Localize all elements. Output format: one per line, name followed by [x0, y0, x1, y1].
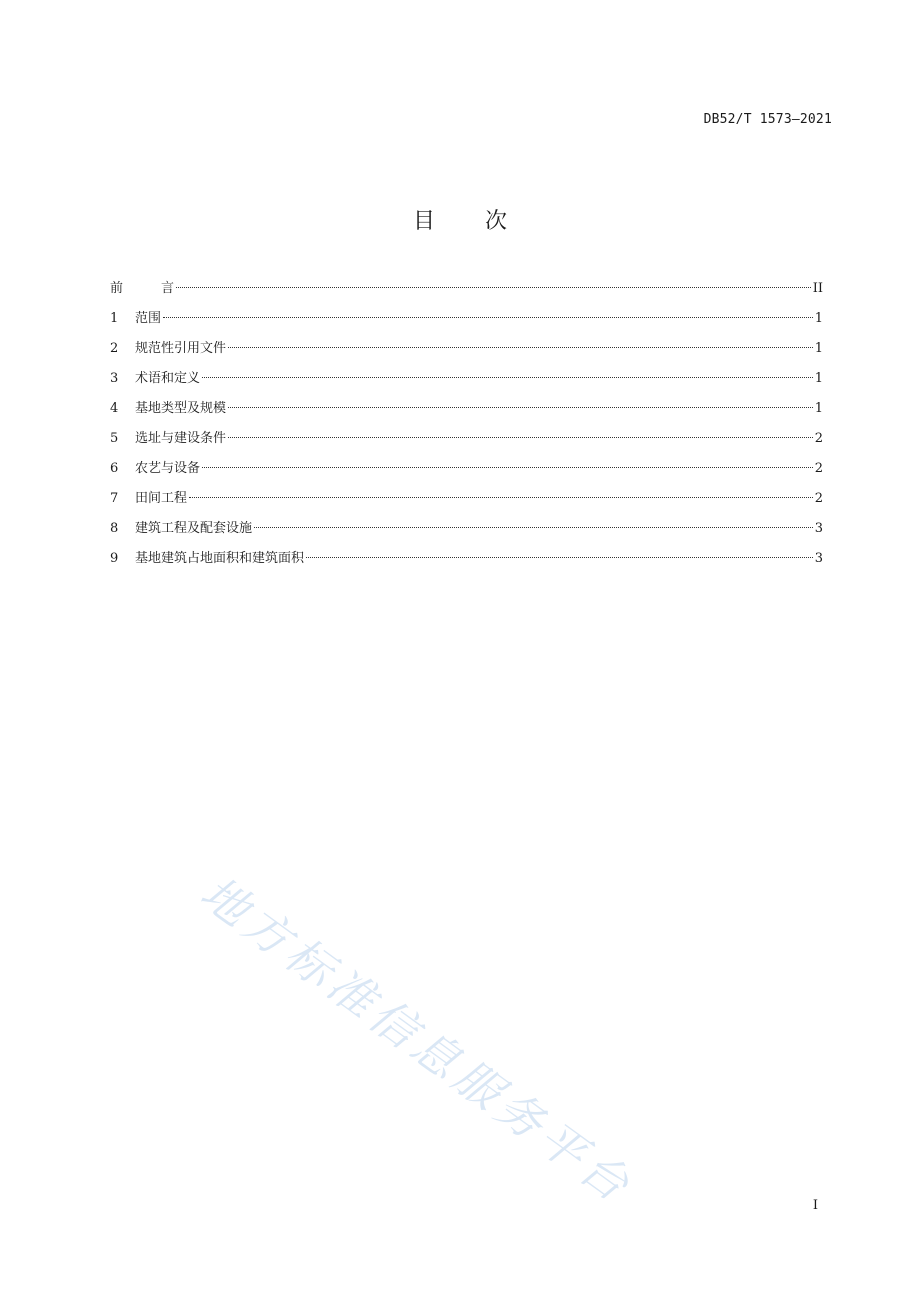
toc-entry-page: 3	[814, 521, 823, 536]
toc-entry-label: 农艺与设备	[135, 461, 201, 476]
toc-entry[interactable]	[110, 308, 823, 338]
dot-leader	[228, 437, 813, 438]
dot-leader	[228, 347, 813, 348]
toc-entry-label: 术语和定义	[135, 371, 201, 386]
toc-entry-number: 2	[110, 341, 119, 356]
toc-entry-number: 3	[110, 371, 119, 386]
toc-entry-page: 1	[814, 401, 823, 416]
toc-entry-preface[interactable]	[110, 278, 823, 308]
toc-title-char-1: 目	[412, 209, 435, 234]
toc-preface-char-2: 言	[161, 281, 175, 296]
toc-entry-number: 8	[110, 521, 119, 536]
toc-entry[interactable]	[110, 518, 823, 548]
toc-entry-page: 2	[814, 461, 823, 476]
toc-preface-char-1: 前	[110, 281, 124, 296]
document-code: DB52/T 1573—2021	[703, 112, 832, 127]
toc-entry-page: 2	[814, 431, 823, 446]
toc-entry[interactable]	[110, 458, 823, 488]
toc-entry[interactable]	[110, 548, 823, 578]
toc-entry-page: 3	[814, 551, 823, 566]
toc-entry-number: 6	[110, 461, 119, 476]
dot-leader	[228, 407, 813, 408]
watermark: 地方标准信息服务平台	[190, 865, 644, 1215]
toc-entry-number: 9	[110, 551, 119, 566]
dot-leader	[163, 317, 813, 318]
toc-entry-page: 2	[814, 491, 823, 506]
toc-entry-label: 建筑工程及配套设施	[135, 521, 253, 536]
toc-entry-label: 基地类型及规模	[135, 401, 227, 416]
toc-entry-page: 1	[814, 341, 823, 356]
toc-entry-label	[110, 278, 174, 300]
dot-leader	[306, 557, 813, 558]
toc-entry-label: 规范性引用文件	[135, 341, 227, 356]
toc-entry-label: 田间工程	[135, 491, 188, 506]
toc-entry-number: 5	[110, 431, 119, 446]
toc-entry[interactable]	[110, 488, 823, 518]
toc-entry[interactable]	[110, 368, 823, 398]
toc-entry-number: 4	[110, 401, 119, 416]
toc-entry-label: 选址与建设条件	[135, 431, 227, 446]
toc-title-char-2: 次	[485, 209, 508, 234]
dot-leader	[254, 527, 813, 528]
dot-leader	[202, 377, 813, 378]
dot-leader	[202, 467, 813, 468]
toc-entry-page: 1	[814, 371, 823, 386]
toc-title	[0, 204, 920, 235]
toc-entry-number: 1	[110, 311, 119, 326]
page-number: I	[812, 1198, 818, 1213]
toc-entry[interactable]	[110, 338, 823, 368]
toc-entry-label: 基地建筑占地面积和建筑面积	[135, 551, 305, 566]
toc-entry-number: 7	[110, 491, 119, 506]
dot-leader	[189, 497, 813, 498]
toc-entry-page: 1	[814, 311, 823, 326]
toc-entry[interactable]	[110, 428, 823, 458]
toc-entry-label: 范围	[135, 311, 162, 326]
dot-leader	[176, 287, 811, 288]
table-of-contents	[110, 278, 823, 578]
toc-entry[interactable]	[110, 398, 823, 428]
toc-entry-page: II	[812, 281, 823, 296]
